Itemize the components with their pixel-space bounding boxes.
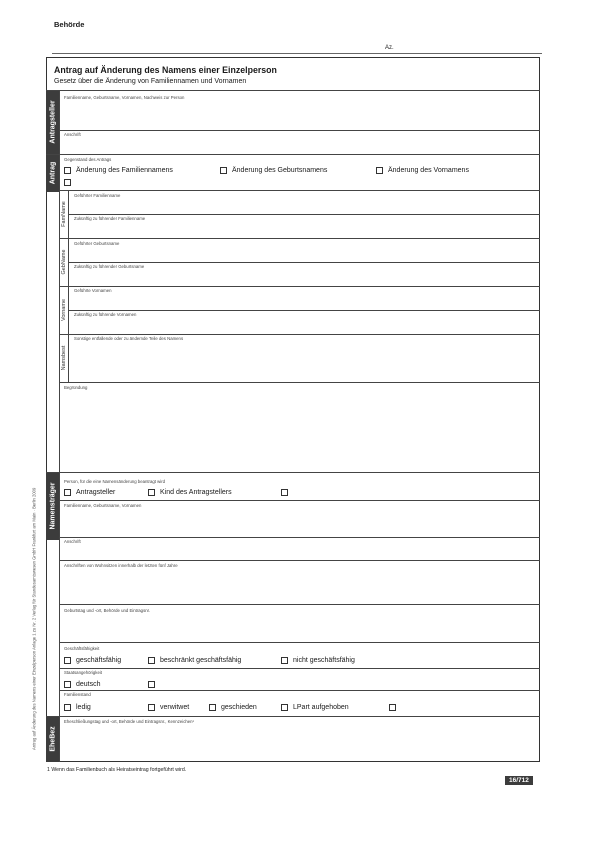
- field-label-birth: Geburtstag und -ort, Behörde und Eintragsnr.: [64, 608, 150, 613]
- checkbox-label: Änderung des Geburtsnamens: [232, 167, 328, 174]
- checkbox-box[interactable]: [281, 657, 288, 664]
- checkbox-box[interactable]: [148, 704, 155, 711]
- checkbox-change-birth-name[interactable]: [220, 167, 327, 174]
- field-label-current-family-name: Geführter Familienname: [74, 193, 121, 198]
- checkbox-box[interactable]: [148, 489, 155, 496]
- checkbox-divorced[interactable]: [209, 704, 257, 711]
- field-label-future-family-name: Zukünftig zu führender Familienname: [74, 216, 146, 221]
- checkbox-german[interactable]: [64, 681, 101, 688]
- section-tab-antrag: Antrag: [46, 154, 59, 192]
- checkbox-box[interactable]: [64, 657, 71, 664]
- form-number-badge: 16/712: [505, 776, 533, 785]
- checkbox-widowed[interactable]: [148, 704, 189, 711]
- sub-label-vorname: Vorname: [60, 298, 67, 322]
- checkbox-label: ledig: [76, 704, 91, 711]
- checkbox-label: geschieden: [221, 704, 257, 711]
- checkbox-not-capable[interactable]: [281, 657, 355, 664]
- checkbox-box[interactable]: [389, 704, 396, 711]
- checkbox-other-citizenship[interactable]: [148, 681, 160, 688]
- checkbox-label: verwitwet: [160, 704, 190, 711]
- checkbox-label: deutsch: [76, 681, 101, 688]
- checkbox-box[interactable]: [64, 179, 71, 186]
- checkbox-box[interactable]: [281, 704, 288, 711]
- sub-label-famname: FamName: [60, 201, 67, 227]
- checkbox-label: LPart aufgehoben: [293, 704, 349, 711]
- authority-label: Behörde: [54, 20, 85, 29]
- field-label-current-birth-name: Geführter Geburtsname: [74, 241, 120, 246]
- checkbox-change-first-name[interactable]: [376, 167, 469, 174]
- section-tab-namenstraeger: Namensträger: [46, 472, 59, 540]
- checkbox-label: Kind des Antragstellers: [160, 489, 232, 496]
- field-label-marital-status: Familienstand: [64, 692, 91, 697]
- field-label-subject: Gegenstand des Antrags: [64, 157, 112, 162]
- checkbox-box[interactable]: [64, 704, 71, 711]
- checkbox-box[interactable]: [64, 681, 71, 688]
- checkbox-box[interactable]: [64, 489, 71, 496]
- checkbox-box[interactable]: [220, 167, 227, 174]
- checkbox-label: Antragsteller: [76, 489, 116, 496]
- field-label-legal-capacity: Geschäftsfähigkeit: [64, 646, 100, 651]
- checkbox-applicant[interactable]: [64, 489, 115, 496]
- checkbox-box[interactable]: [64, 167, 71, 174]
- file-reference-line: [52, 53, 542, 54]
- field-label-person-for-change: Person, für die eine Namensänderung beantragt wird: [64, 479, 166, 484]
- field-label-bearer-names: Familienname, Geburtsname, Vornamen: [64, 503, 142, 508]
- sub-label-gebname: GebName: [60, 249, 67, 275]
- checkbox-capable[interactable]: [64, 657, 121, 664]
- section-tab-ehebez: EheBez: [46, 716, 59, 762]
- field-label-residences: Anschriften von Wohnsitzen innerhalb der letzten fünf Jahre: [64, 563, 178, 568]
- checkbox-single[interactable]: [64, 704, 91, 711]
- checkbox-change-family-name[interactable]: [64, 167, 173, 174]
- field-label-future-birth-name: Zukünftig zu führender Geburtsname: [74, 264, 145, 269]
- checkbox-box[interactable]: [281, 489, 288, 496]
- checkbox-limited-capable[interactable]: [148, 657, 241, 664]
- footnote: 1 Wenn das Familienbuch als Heiratseintrag fortgeführt wird.: [47, 767, 187, 773]
- checkbox-child-of-applicant[interactable]: [148, 489, 232, 496]
- checkbox-box[interactable]: [209, 704, 216, 711]
- form-subtitle: Gesetz über die Änderung von Familiennamen und Vornamen: [54, 78, 247, 85]
- field-label-marriage: Eheschließungstag und -ort, Behörde und Eintragsnr., Kennzeichen¹: [64, 719, 194, 724]
- checkbox-other-person[interactable]: [281, 489, 293, 496]
- form-title: Antrag auf Änderung des Namens einer Einzelperson: [54, 65, 277, 75]
- checkbox-lpart-dissolved[interactable]: [281, 704, 349, 711]
- checkbox-box[interactable]: [148, 657, 155, 664]
- checkbox-other-subject[interactable]: [64, 179, 76, 186]
- checkbox-box[interactable]: [376, 167, 383, 174]
- file-reference-label: Az.: [385, 45, 394, 51]
- checkbox-label: Änderung des Vornamens: [388, 167, 469, 174]
- checkbox-other-marital[interactable]: [389, 704, 401, 711]
- field-label-future-first-names: Zukünftig zu führende Vornamen: [74, 312, 137, 317]
- checkbox-label: beschränkt geschäftsfähig: [160, 657, 242, 664]
- field-label-current-first-names: Geführte Vornamen: [74, 288, 112, 293]
- field-label-applicant-names: Familienname, Geburtsname, Vornamen, Nachweis zur Person: [64, 95, 185, 100]
- side-publisher-text: Antrag auf Änderung des Namens einer Einzelperson Anlage 1 zu Nr. 2 Verlag für Standesamtswesen GmbH Frankfurt am Main · Berlin 2009: [31, 487, 37, 750]
- section-tab-antragsteller: Antragsteller: [46, 90, 59, 154]
- field-label-bearer-address: Anschrift: [64, 539, 81, 544]
- sub-label-namsbest: Namsbest: [60, 345, 67, 371]
- checkbox-label: Änderung des Familiennamens: [76, 167, 173, 174]
- checkbox-label: nicht geschäftsfähig: [293, 657, 355, 664]
- field-label-other-name-parts: Sonstige entfallende oder zu ändernde Teile des Namens: [74, 336, 184, 341]
- checkbox-box[interactable]: [148, 681, 155, 688]
- checkbox-label: geschäftsfähig: [76, 657, 122, 664]
- field-label-applicant-address: Anschrift: [64, 132, 81, 137]
- field-label-citizenship: Staatsangehörigkeit: [64, 670, 102, 675]
- field-label-reason: Begründung: [64, 385, 88, 390]
